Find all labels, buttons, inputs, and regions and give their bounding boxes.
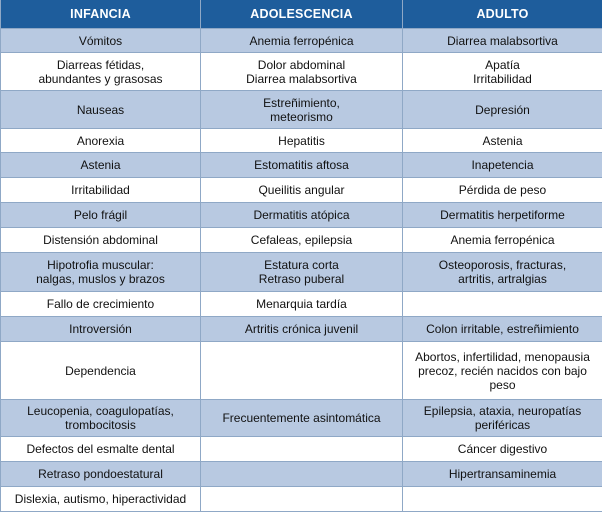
cell-infancia — [1, 203, 201, 228]
cell-adolescencia — [201, 178, 403, 203]
table-row — [1, 437, 602, 462]
cell-infancia — [1, 29, 201, 53]
cell-infancia — [1, 153, 201, 178]
cell-text: Leucopenia, coagulopatías, trombocitosis — [27, 404, 174, 432]
cell-text: Queilitis angular — [258, 183, 344, 197]
table-row — [1, 462, 602, 487]
table-row — [1, 53, 602, 91]
cell-adolescencia — [201, 91, 403, 129]
cell-adolescencia — [201, 292, 403, 317]
cell-text: Pelo frágil — [74, 208, 127, 222]
cell-adulto — [403, 292, 602, 317]
cell-adulto — [403, 91, 602, 129]
cell-text: Astenia — [482, 134, 522, 148]
cell-text: Dependencia — [65, 364, 136, 378]
cell-text: Estatura corta Retraso puberal — [259, 258, 344, 286]
cell-text: Irritabilidad — [71, 183, 130, 197]
cell-adolescencia — [201, 342, 403, 400]
header-infancia: INFANCIA — [1, 0, 201, 29]
cell-adulto — [403, 342, 602, 400]
cell-text: Introversión — [69, 322, 132, 336]
table-row — [1, 292, 602, 317]
cell-adolescencia — [201, 400, 403, 437]
cell-infancia — [1, 292, 201, 317]
cell-infancia — [1, 253, 201, 292]
cell-text: Epilepsia, ataxia, neuropatías periféricas — [424, 404, 581, 432]
header-adolescencia: ADOLESCENCIA — [201, 0, 403, 29]
table-row — [1, 342, 602, 400]
cell-adulto — [403, 228, 602, 253]
table-row — [1, 178, 602, 203]
cell-infancia — [1, 53, 201, 91]
cell-text: Dolor abdominal Diarrea malabsortiva — [246, 58, 357, 86]
table-row — [1, 29, 602, 53]
cell-adulto — [403, 53, 602, 91]
cell-text: Cefaleas, epilepsia — [251, 233, 352, 247]
cell-text: Estomatitis aftosa — [254, 158, 349, 172]
cell-text: Artritis crónica juvenil — [245, 322, 358, 336]
cell-adulto — [403, 437, 602, 462]
header-adulto: ADULTO — [403, 0, 602, 29]
cell-text: Defectos del esmalte dental — [26, 442, 174, 456]
cell-adulto — [403, 153, 602, 178]
cell-text: Diarreas fétidas, abundantes y grasosas — [38, 58, 162, 86]
cell-adolescencia — [201, 437, 403, 462]
cell-text: Inapetencia — [471, 158, 533, 172]
table-row — [1, 91, 602, 129]
cell-adulto — [403, 317, 602, 342]
cell-adulto — [403, 203, 602, 228]
cell-text: Hepatitis — [278, 134, 325, 148]
cell-text: Menarquia tardía — [256, 297, 347, 311]
cell-text: Frecuentemente asintomática — [222, 411, 380, 425]
cell-text: Astenia — [80, 158, 120, 172]
cell-infancia — [1, 437, 201, 462]
cell-adolescencia — [201, 153, 403, 178]
table-row — [1, 153, 602, 178]
cell-adolescencia — [201, 253, 403, 292]
cell-infancia — [1, 129, 201, 153]
cell-text: Abortos, infertilidad, menopausia precoz, recién nacidos con bajo peso — [415, 350, 590, 392]
table-row — [1, 203, 602, 228]
cell-infancia — [1, 178, 201, 203]
cell-infancia — [1, 91, 201, 129]
cell-text: Anemia ferropénica — [249, 34, 353, 48]
cell-adolescencia — [201, 53, 403, 91]
cell-infancia — [1, 228, 201, 253]
cell-adulto — [403, 129, 602, 153]
cell-text: Distensión abdominal — [43, 233, 158, 247]
cell-text: Dermatitis atópica — [253, 208, 349, 222]
cell-adulto — [403, 400, 602, 437]
table-body — [1, 29, 602, 512]
cell-text: Diarrea malabsortiva — [447, 34, 558, 48]
cell-text: Retraso pondoestatural — [38, 467, 163, 481]
cell-adolescencia — [201, 29, 403, 53]
cell-text: Depresión — [475, 103, 530, 117]
cell-infancia — [1, 342, 201, 400]
table-row — [1, 129, 602, 153]
cell-infancia — [1, 462, 201, 487]
cell-text: Anorexia — [77, 134, 124, 148]
cell-text: Apatía Irritabilidad — [473, 58, 532, 86]
cell-infancia — [1, 400, 201, 437]
cell-adolescencia — [201, 228, 403, 253]
cell-text: Dislexia, autismo, hiperactividad — [15, 492, 186, 506]
cell-adulto — [403, 29, 602, 53]
header-row — [1, 0, 602, 29]
cell-text: Estreñimiento, meteorismo — [263, 96, 340, 124]
cell-infancia — [1, 317, 201, 342]
cell-text: Osteoporosis, fracturas, artritis, artralgias — [439, 258, 566, 286]
cell-text: Nauseas — [77, 103, 124, 117]
cell-text: Colon irritable, estreñimiento — [426, 322, 579, 336]
cell-text: Vómitos — [79, 34, 122, 48]
table-row — [1, 400, 602, 437]
cell-adolescencia — [201, 203, 403, 228]
table-row — [1, 253, 602, 292]
cell-adulto — [403, 253, 602, 292]
cell-adulto — [403, 462, 602, 487]
cell-text: Fallo de crecimiento — [47, 297, 154, 311]
cell-adolescencia — [201, 129, 403, 153]
cell-adulto — [403, 178, 602, 203]
cell-text: Pérdida de peso — [459, 183, 546, 197]
cell-adolescencia — [201, 317, 403, 342]
cell-adolescencia — [201, 462, 403, 487]
table-row — [1, 317, 602, 342]
cell-text: Anemia ferropénica — [450, 233, 554, 247]
cell-text: Cáncer digestivo — [458, 442, 547, 456]
table-row — [1, 228, 602, 253]
cell-text: Hipotrofia muscular: nalgas, muslos y brazos — [36, 258, 165, 286]
cell-text: Dermatitis herpetiforme — [440, 208, 565, 222]
cell-text: Hipertransaminemia — [449, 467, 556, 481]
